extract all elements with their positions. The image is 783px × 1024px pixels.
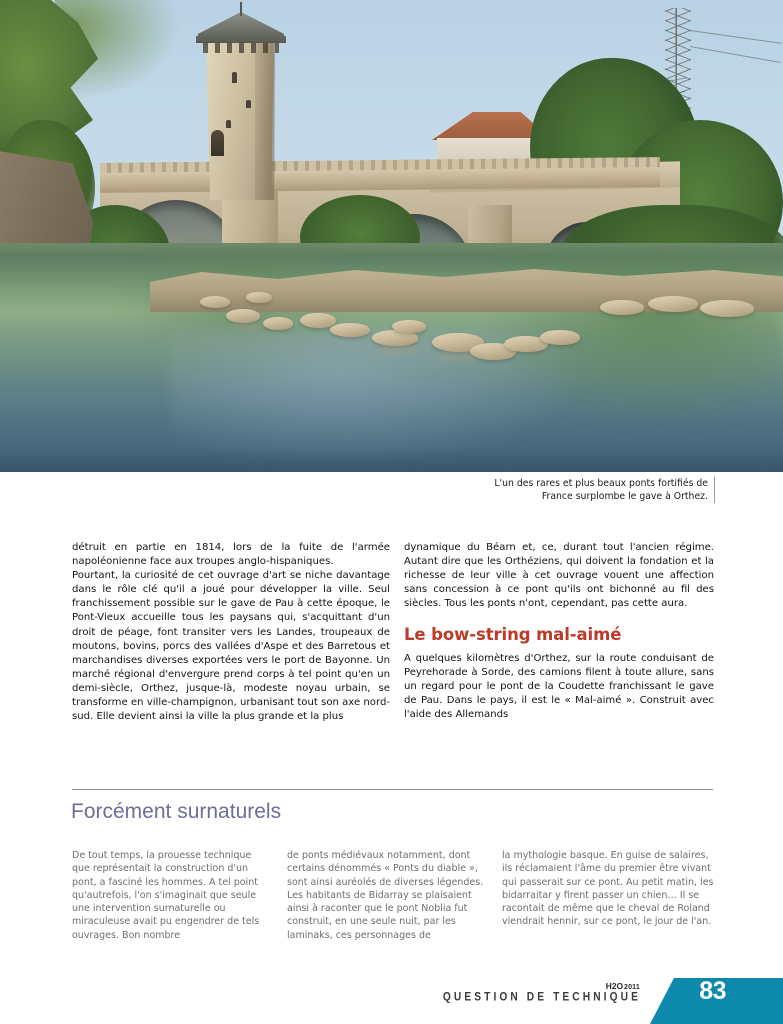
rock-reflection [436, 351, 484, 362]
sidebar-paragraph: De tout temps, la prouesse technique que représentait la construction d'un pont, a fasciné les hommes. A tel point qu'autrefois, l'on s'imaginait que seule une intervention surnaturelle ou miraculeuse avait pu engendrer de tels ouvrages. Bon nombre [72, 850, 260, 941]
caption-divider-rule [714, 477, 715, 503]
issue-title: H2O [605, 981, 623, 991]
section-brand-label: QUESTION DE TECHNIQUE [442, 991, 641, 1004]
river-rock [540, 330, 580, 345]
section-divider-rule [72, 789, 713, 790]
sidebar-column-2 [287, 849, 487, 942]
river-rock [700, 300, 754, 317]
sidebar-paragraph: la mythologie basque. En guise de salaires, ils réclamaient l'âme du premier être vivant qui passerait sur ce pont. Au petit matin, les bidarraitar y firent passer un chien… Il se racontait de même que le cheval de Roland viendrait hennir, sur ce pont, le jour de l'an. [502, 850, 714, 928]
article-paragraph: A quelques kilomètres d'Orthez, sur la route conduisant de Peyrehorade à Sorde, des camions filent à toute allure, sans un regard pour le pont de la Coudette franchissant le gave de Pau. Dans le pays, il est le « Mal-aimé ». Construit avec l'aide des Allemands [404, 652, 714, 720]
river-rock [226, 309, 260, 323]
tower-gate-opening [211, 130, 224, 156]
river-rock [330, 323, 370, 337]
sidebar-paragraph: de ponts médiévaux notamment, dont certains dénommés « Ponts du diable », sont ainsi auréolés de diverses légendes. Les habitants de Bidarray se plaisaient ainsi à raconter que le pont Noblia fut construit, en une seule nuit, par les laminaks, ces personnages de [287, 850, 484, 941]
rock-reflection [376, 345, 420, 355]
sidebar-column-3 [502, 849, 714, 929]
river-rock [392, 320, 426, 333]
tower-window [226, 120, 231, 128]
sidebar-column-1 [72, 849, 272, 942]
river-rock [648, 296, 698, 312]
river-rock [600, 300, 644, 315]
article-column-right [404, 541, 714, 722]
tower-spire [240, 2, 242, 16]
tower-window [246, 100, 251, 108]
photo-bottom-shade [0, 446, 783, 472]
page-footer [0, 977, 783, 1024]
section-title: Forcément surnaturels [71, 800, 282, 823]
river-rock [246, 292, 272, 303]
river-rock [263, 317, 293, 330]
article-paragraph: détruit en partie en 1814, lors de la fuite de l'armée napoléonienne face aux troupes anglo-hispaniques. [72, 542, 390, 568]
issue-year: 2011 [624, 984, 640, 991]
article-column-left [72, 541, 390, 724]
article-paragraph: Pourtant, la curiosité de cet ouvrage d'art se niche davantage dans le rôle clé qu'il a joué pour développer la ville. Seul franchissement possible sur le gave de Pau à cette époque, le Pont-Vieux accueille tous les paysans qui, s'acquittant d'un droit de péage, font transiter vers les Landes, troupeaux de moutons, bovins, porcs des vallées d'Aspe et des Barretous et marchandises diverses exportées vers le port de Bayonne. Un marché régional d'envergure prend corps à tel point qu'en un demi-siècle, Orthez, jusque-là, modeste noyau urbain, se transforme en ville-champignon, urbanisant tout son axe nord-sud. Elle devient ainsi la ville la plus grande et la plus [72, 570, 390, 723]
article-paragraph: dynamique du Béarn et, ce, durant tout l'ancien régime. Autant dire que les Orthéziens, qui doivent la fondation et la richesse de leur ville à cet ouvrage vouent une affection sans concession à ce pont qu'ils ont bichonné au fil des siècles. Tous les ponts n'ont, cependant, pas cette aura. [404, 542, 714, 610]
river-rock [200, 296, 230, 308]
photo-caption: L'un des rares et plus beaux ponts fortifiés de France surplombe le gave à Orthez. [494, 478, 708, 502]
tower-machicolation-arcade [203, 42, 279, 53]
river-rock [300, 313, 336, 328]
article-photo [0, 0, 783, 472]
issue-label [606, 981, 640, 991]
tower-shadow-face [255, 32, 275, 200]
rock-reflection [230, 322, 262, 330]
tower-window [232, 72, 237, 83]
article-subheading: Le bow-string mal-aimé [404, 625, 622, 645]
page-number: 83 [699, 977, 726, 1005]
